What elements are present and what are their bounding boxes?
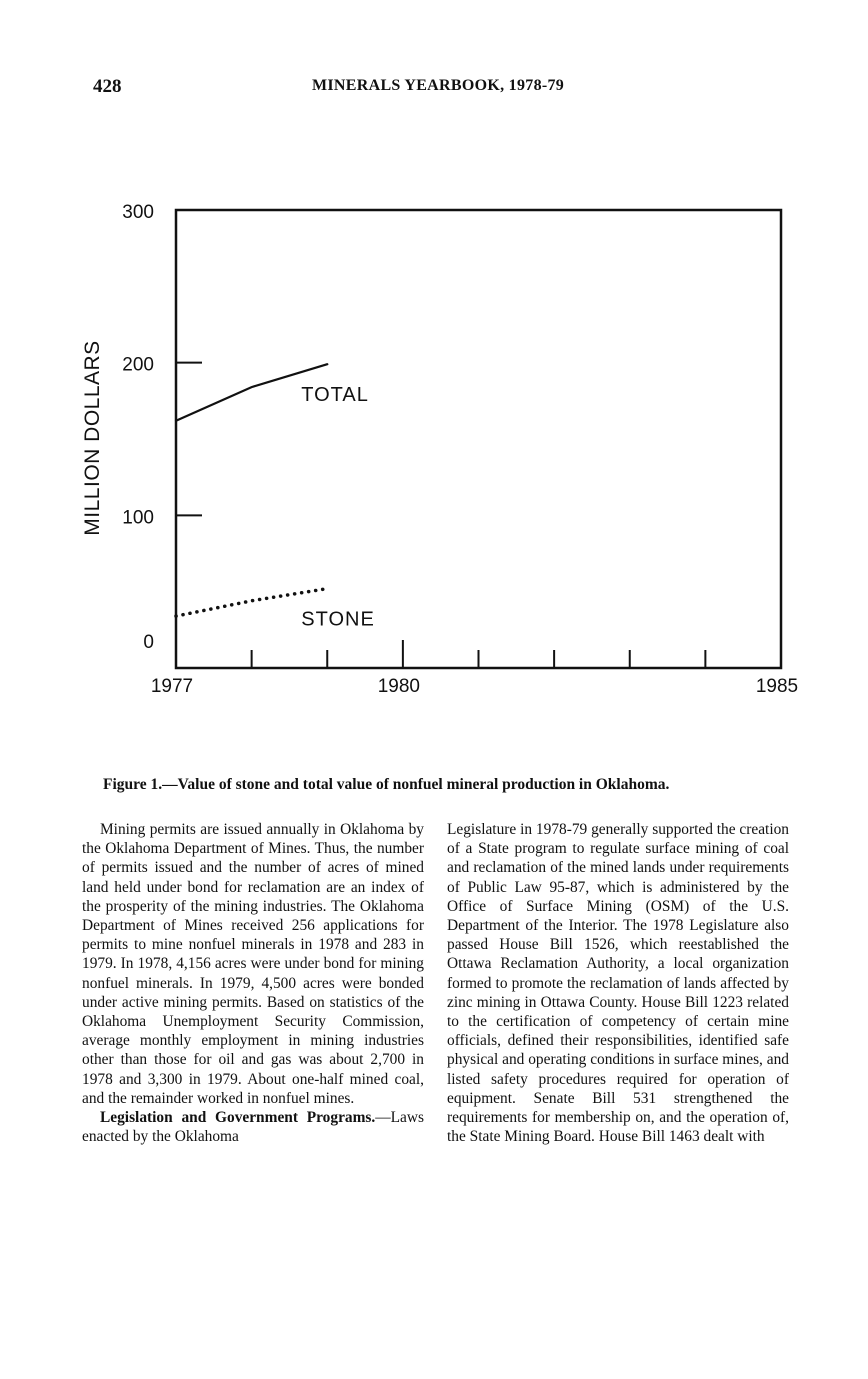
x-tick-label: 1985 xyxy=(755,676,799,697)
figure-caption: Figure 1.—Value of stone and total value of nonfuel mineral production in Oklahoma. xyxy=(103,776,670,793)
body-column-right xyxy=(447,820,789,1146)
paragraph-text: —Laws enacted by the Oklahoma xyxy=(82,1109,424,1146)
y-tick-label: 200 xyxy=(122,354,154,376)
y-tick-label: 100 xyxy=(122,507,154,529)
y-tick-label: 300 xyxy=(122,202,154,223)
y-tick-label: 0 xyxy=(143,632,154,653)
page-number: 428 xyxy=(93,76,122,97)
y-axis-label: MILLION DOLLARS xyxy=(81,340,104,536)
x-tick-label: 1977 xyxy=(150,676,194,697)
x-tick-label: 1980 xyxy=(377,676,421,697)
section-heading: Legislation and Government Programs. xyxy=(100,1109,376,1127)
body-column-left xyxy=(82,820,424,1146)
series-label-total: TOTAL xyxy=(301,384,369,407)
series-label-stone: STONE xyxy=(301,608,375,631)
paragraph: Mining permits are issued annually in Oklahoma by the Oklahoma Department of Mines. Thus, the number of permits issued and the number of acres of mined land held under bond for reclamation are an index of the prosperity of the mining industries. The Oklahoma Department of Mines received 256 applications for permits to mine nonfuel minerals in 1978 and 283 in 1979. In 1978, 4,156 acres were under bond for mining nonfuel minerals. In 1979, 4,500 acres were bonded under active mining permits. Based on statistics of the Oklahoma Unemployment Security Commission, average monthly employment in mining industries other than those for oil and gas was about 2,700 in 1978 and 3,300 in 1979. About one-half mined coal, and the remainder worked in nonfuel mines. xyxy=(82,821,424,1107)
paragraph xyxy=(82,1108,424,1146)
running-title: MINERALS YEARBOOK, 1978-79 xyxy=(312,77,565,94)
paragraph: Legislature in 1978-79 generally supported the creation of a State program to regulate surface mining of coal and reclamation of the mined lands under requirements of Public Law 95-87, which is administered by the Office of Surface Mining (OSM) of the U.S. Department of the Interior. The 1978 Legislature also passed House Bill 1526, which reestablished the Ottawa Reclamation Authority, a local organization formed to promote the reclamation of lands affected by zinc mining in Ottawa County. House Bill 1223 related to the certification of competency of certain mine officials, defined their responsibilities, identified safe physical and operating conditions in surface mines, and listed safety procedures required for operation of equipment. Senate Bill 531 strengthened the requirements for membership on, and the operation of, the State Mining Board. House Bill 1463 dealt with xyxy=(447,821,789,1146)
